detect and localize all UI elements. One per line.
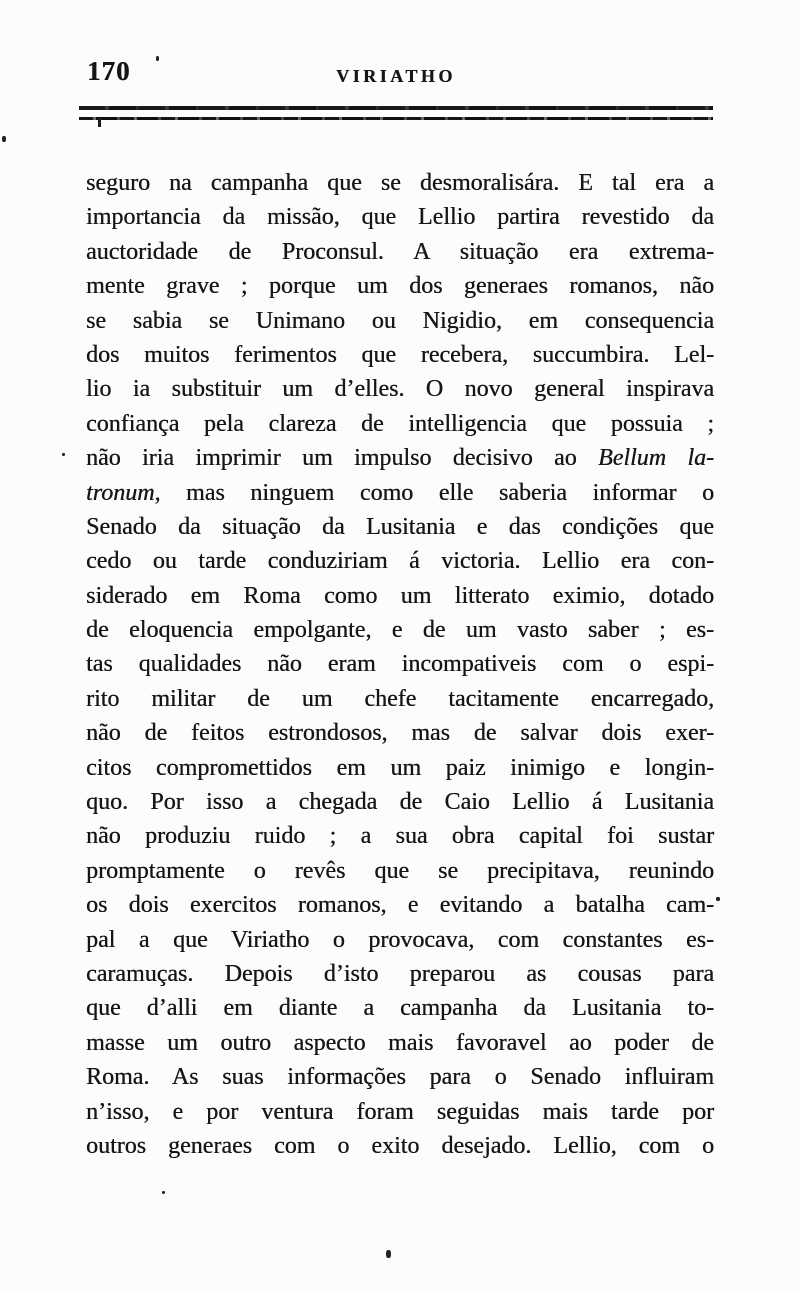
text-line (86, 476, 714, 510)
italic-phrase: Bellum la- (598, 445, 714, 472)
text-line: Senado da situação da Lusitania e das condições que (86, 513, 714, 540)
text-line: importancia da missão, que Lellio partira revestido da (86, 204, 714, 231)
text-line: mente grave ; porque um dos generaes romanos, não (86, 273, 714, 300)
header-rule-top (79, 106, 713, 110)
header-rule-tick (98, 118, 101, 127)
running-title: VIRIATHO (336, 66, 456, 86)
text-line: os dois exercitos romanos, e evitando a batalha cam- (86, 892, 714, 919)
text-segment: mas ninguem como elle saberia informar o (160, 479, 714, 506)
text-line: siderado em Roma como um litterato eximio, dotado (86, 582, 714, 609)
page-number: 170 (87, 56, 131, 86)
scan-speck (62, 453, 65, 456)
text-line: de eloquencia empolgante, e de um vasto saber ; es- (86, 617, 714, 644)
text-line: n’isso, e por ventura foram seguidas mais tarde por (86, 1098, 714, 1125)
text-line: dos muitos ferimentos que recebera, succumbira. Lel- (86, 341, 714, 368)
text-line: auctoridade de Proconsul. A situação era extrema- (86, 238, 714, 265)
scan-speck (716, 897, 720, 901)
text-line: tas qualidades não eram incompativeis com o espi- (86, 651, 714, 678)
text-line: rito militar de um chefe tacitamente encarregado, (86, 685, 714, 712)
text-line: quo. Por isso a chegada de Caio Lellio á Lusitania (86, 789, 714, 816)
scan-speck (162, 1191, 165, 1194)
text-line: cedo ou tarde conduziriam á victoria. Lellio era con- (86, 548, 714, 575)
text-line (86, 441, 714, 475)
text-line: que d’alli em diante a campanha da Lusitania to- (86, 995, 714, 1022)
text-line: se sabia se Unimano ou Nigidio, em consequencia (86, 307, 714, 334)
text-line: confiança pela clareza de intelligencia que possuia ; (86, 410, 714, 437)
text-line: não produziu ruido ; a sua obra capital foi sustar (86, 823, 714, 850)
text-line: citos compromettidos em um paiz inimigo e longin- (86, 754, 714, 781)
text-line: promptamente o revês que se precipitava, reunindo (86, 857, 714, 884)
text-line: masse um outro aspecto mais favoravel ao poder de (86, 1029, 714, 1056)
text-line: outros generaes com o exito desejado. Lellio, com o (86, 1132, 714, 1159)
text-segment: não iria imprimir um impulso decisivo ao (86, 445, 599, 472)
text-line: seguro na campanha que se desmoralisára. E tal era a (86, 170, 714, 196)
scan-speck (156, 56, 159, 61)
text-line: caramuças. Depois d’isto preparou as cousas para (86, 960, 714, 987)
italic-phrase: tronum, (86, 479, 161, 506)
scan-speck (2, 136, 6, 142)
text-line: lio ia substituir um d’elles. O novo general inspirava (86, 376, 714, 403)
text-line: pal a que Viriatho o provocava, com constantes es- (86, 926, 714, 953)
header-rule-bottom (79, 117, 713, 120)
text-line: não de feitos estrondosos, mas de salvar dois exer- (86, 720, 714, 747)
scan-speck (386, 1250, 391, 1258)
body-text (86, 166, 714, 1163)
text-line: Roma. As suas informações para o Senado influiram (86, 1064, 714, 1091)
